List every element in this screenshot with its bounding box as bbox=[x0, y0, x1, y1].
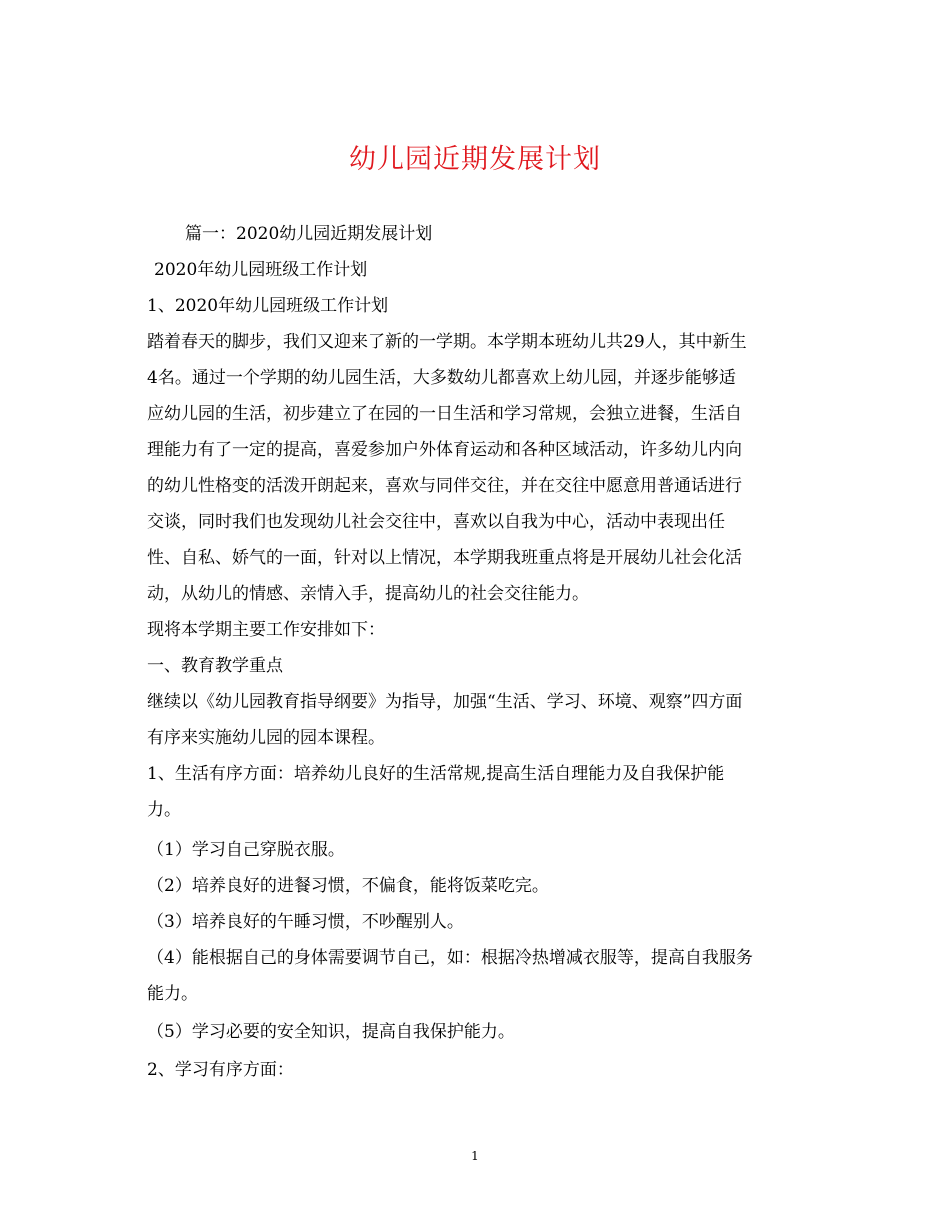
text-line: 有序来实施幼儿园的园本课程。 bbox=[147, 728, 385, 748]
text-line: 2、学习有序方面： bbox=[147, 1060, 294, 1080]
list-item: （5）学习必要的安全知识，提高自我保护能力。 bbox=[147, 1022, 515, 1042]
text-line: 1、生活有序方面：培养幼儿良好的生活常规,提高生活自理能力及自我保护能 bbox=[147, 764, 725, 784]
text-line: 1、2020年幼儿园班级工作计划 bbox=[147, 296, 389, 316]
text-line: 的幼儿性格变的活泼开朗起来，喜欢与同伴交往，并在交往中愿意用普通话进行 bbox=[147, 476, 742, 496]
text-line: 理能力有了一定的提高，喜爱参加户外体育运动和各种区域活动，许多幼儿内向 bbox=[147, 440, 742, 460]
text-line: 性、自私、娇气的一面，针对以上情况，本学期我班重点将是开展幼儿社会化活 bbox=[147, 548, 742, 568]
text-line: 继续以《幼儿园教育指导纲要》为指导，加强“生活、学习、环境、观察”四方面 bbox=[147, 692, 743, 712]
subtitle-line: 2020年幼儿园班级工作计划 bbox=[154, 260, 368, 280]
text-line: 4名。通过一个学期的幼儿园生活，大多数幼儿都喜欢上幼儿园，并逐步能够适 bbox=[147, 368, 736, 388]
text-line: 踏着春天的脚步，我们又迎来了新的一学期。本学期本班幼儿共29人，其中新生 bbox=[147, 332, 747, 352]
list-item: （2）培养良好的进餐习惯，不偏食，能将饭菜吃完。 bbox=[147, 876, 549, 896]
text-line: 动，从幼儿的情感、亲情入手，提高幼儿的社会交往能力。 bbox=[147, 584, 589, 604]
text-line: 能力。 bbox=[147, 984, 198, 1004]
document-title: 幼儿园近期发展计划 bbox=[349, 144, 601, 175]
text-line: 力。 bbox=[147, 800, 181, 820]
text-line: 应幼儿园的生活，初步建立了在园的一日生活和学习常规，会独立进餐，生活自 bbox=[147, 404, 742, 424]
text-line: 现将本学期主要工作安排如下： bbox=[147, 620, 385, 640]
list-item: （4）能根据自己的身体需要调节自己，如：根据冷热增减衣服等，提高自我服务 bbox=[147, 948, 753, 968]
list-item: （1）学习自己穿脱衣服。 bbox=[147, 840, 345, 860]
text-line: 交谈，同时我们也发现幼儿社会交往中，喜欢以自我为中心，活动中表现出任 bbox=[147, 512, 725, 532]
page-number: 1 bbox=[471, 1149, 479, 1163]
text-line: 一、教育教学重点 bbox=[147, 656, 283, 676]
section-heading: 篇一：2020幼儿园近期发展计划 bbox=[185, 224, 433, 244]
list-item: （3）培养良好的午睡习惯，不吵醒别人。 bbox=[147, 912, 464, 932]
